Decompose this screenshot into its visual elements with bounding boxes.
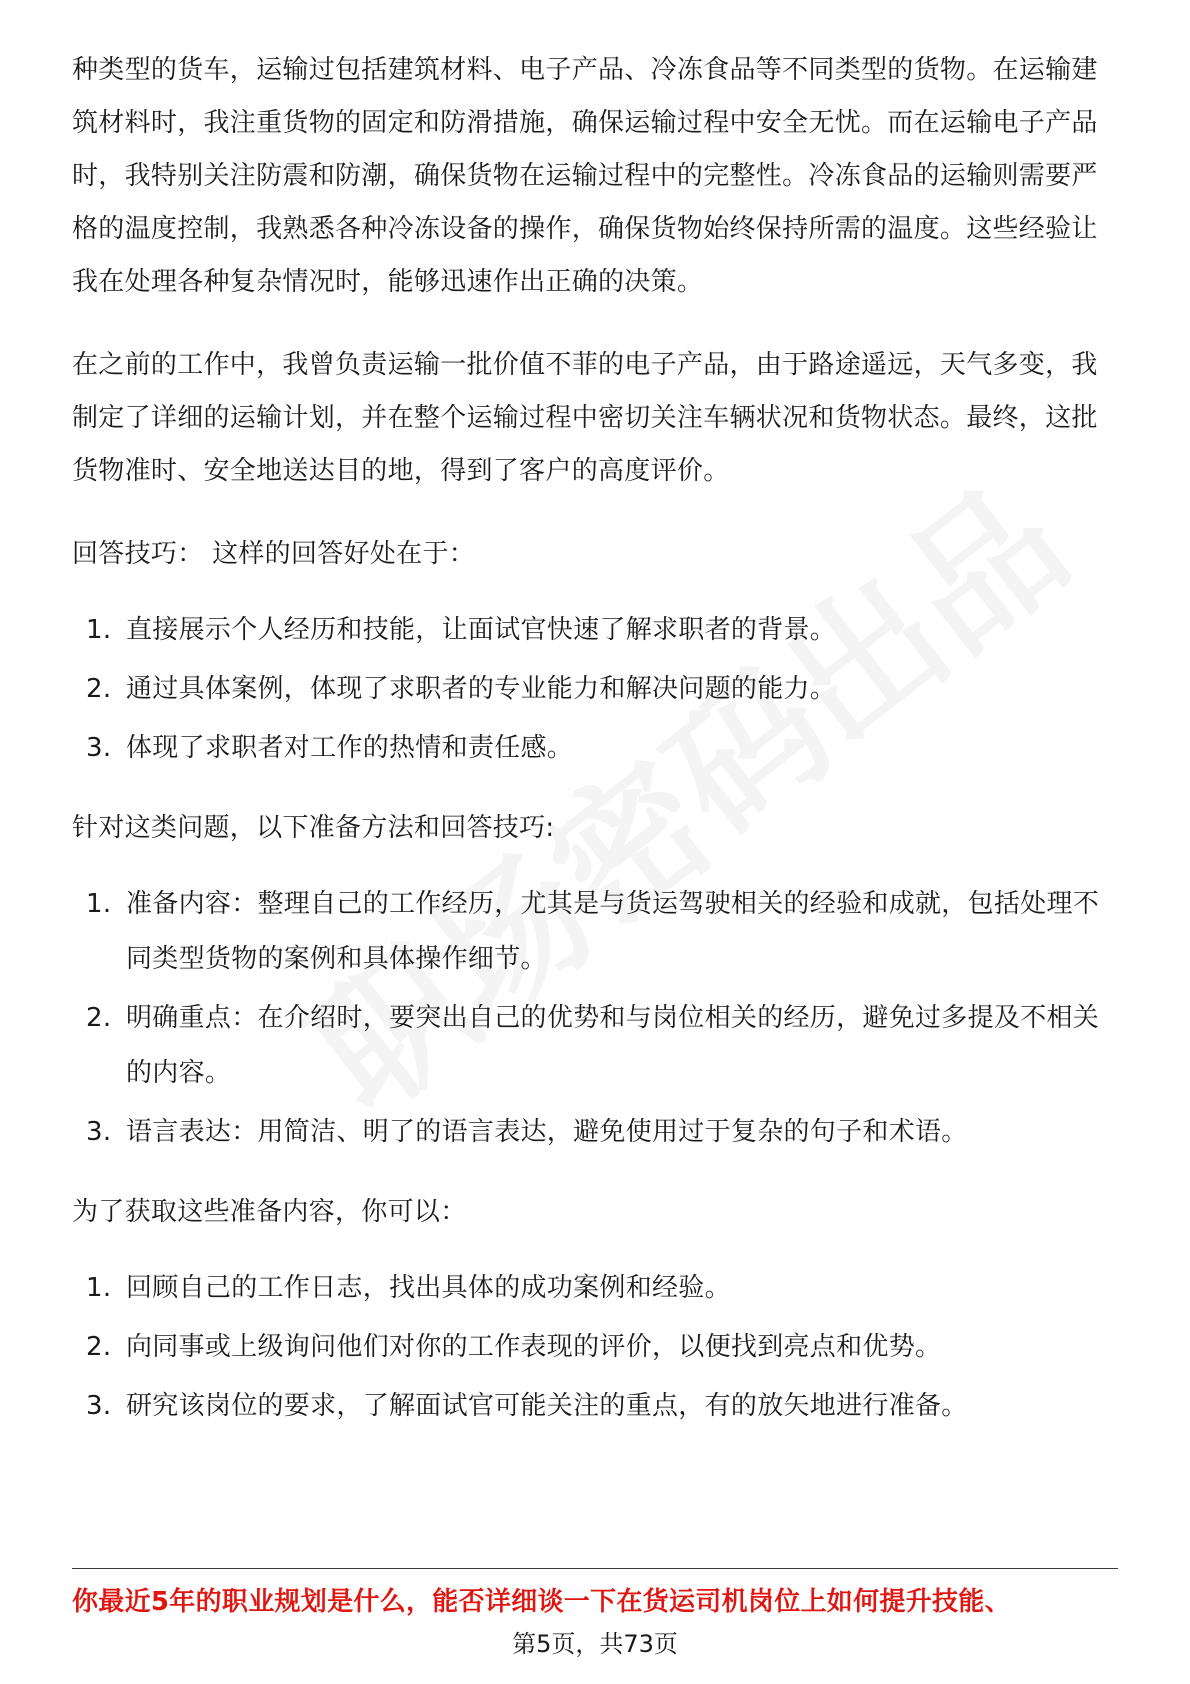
list-item-text: 体现了求职者对工作的热情和责任感。 [126, 733, 574, 763]
list-item [72, 1105, 1118, 1160]
list-item [72, 1261, 1118, 1316]
list-item [72, 1379, 1118, 1434]
next-question-title: 你最近5年的职业规划是什么，能否详细谈一下在货运司机岗位上如何提升技能、 [72, 1587, 1011, 1617]
list-item [72, 603, 1118, 658]
heading-gather-content: 为了获取这些准备内容，你可以： [72, 1197, 467, 1227]
list-gather-content [72, 1261, 1118, 1434]
list-number: 3. [86, 1117, 112, 1147]
list-item-text: 明确重点：在介绍时，要突出自己的优势和与岗位相关的经历，避免过多提及不相关的内容。 [126, 1003, 1100, 1088]
list-preparation [72, 877, 1118, 1160]
paragraph-experience: 种类型的货车，运输过包括建筑材料、电子产品、冷冻食品等不同类型的货物。在运输建筑材料时，我注重货物的固定和防滑措施，确保运输过程中安全无忧。而在运输电子产品时，我特别关注防震和防潮，确保货物在运输过程中的完整性。冷冻食品的运输则需要严格的温度控制，我熟悉各种冷冻设备的操作，确保货物始终保持所需的温度。这些经验让我在处理各种复杂情况时，能够迅速作出正确的决策。 [72, 55, 1098, 297]
list-number: 1. [86, 889, 112, 919]
list-item [72, 721, 1118, 776]
list-item-text: 语言表达：用简洁、明了的语言表达，避免使用过于复杂的句子和术语。 [126, 1117, 968, 1147]
list-item-text: 回顾自己的工作日志，找出具体的成功案例和经验。 [126, 1273, 731, 1303]
heading-answer-tips: 回答技巧： 这样的回答好处在于： [72, 539, 476, 569]
list-number: 3. [86, 733, 112, 763]
list-item [72, 662, 1118, 717]
list-item-text: 研究该岗位的要求，了解面试官可能关注的重点，有的放矢地进行准备。 [126, 1391, 968, 1421]
list-item [72, 1320, 1118, 1375]
list-item [72, 991, 1118, 1101]
list-number: 2. [86, 674, 112, 704]
list-item-text: 准备内容：整理自己的工作经历，尤其是与货运驾驶相关的经验和成就，包括处理不同类型货物的案例和具体操作细节。 [126, 889, 1100, 974]
list-item [72, 877, 1118, 987]
list-item-text: 通过具体案例，体现了求职者的专业能力和解决问题的能力。 [126, 674, 837, 704]
list-number: 3. [86, 1391, 112, 1421]
footer-divider [72, 1568, 1118, 1569]
page-indicator: 第5页，共73页 [512, 1630, 678, 1658]
list-item-text: 直接展示个人经历和技能，让面试官快速了解求职者的背景。 [126, 615, 837, 645]
list-number: 1. [86, 615, 112, 645]
list-item-text: 向同事或上级询问他们对你的工作表现的评价，以便找到亮点和优势。 [126, 1332, 942, 1362]
heading-preparation: 针对这类问题，以下准备方法和回答技巧: [72, 813, 555, 843]
paragraph-case: 在之前的工作中，我曾负责运输一批价值不菲的电子产品，由于路途遥远，天气多变，我制定了详细的运输计划，并在整个运输过程中密切关注车辆状况和货物状态。最终，这批货物准时、安全地送达目的地，得到了客户的高度评价。 [72, 350, 1098, 486]
list-number: 2. [86, 1332, 112, 1362]
list-number: 2. [86, 1003, 112, 1033]
list-number: 1. [86, 1273, 112, 1303]
page-content [72, 44, 1118, 1438]
list-answer-tips [72, 603, 1118, 776]
